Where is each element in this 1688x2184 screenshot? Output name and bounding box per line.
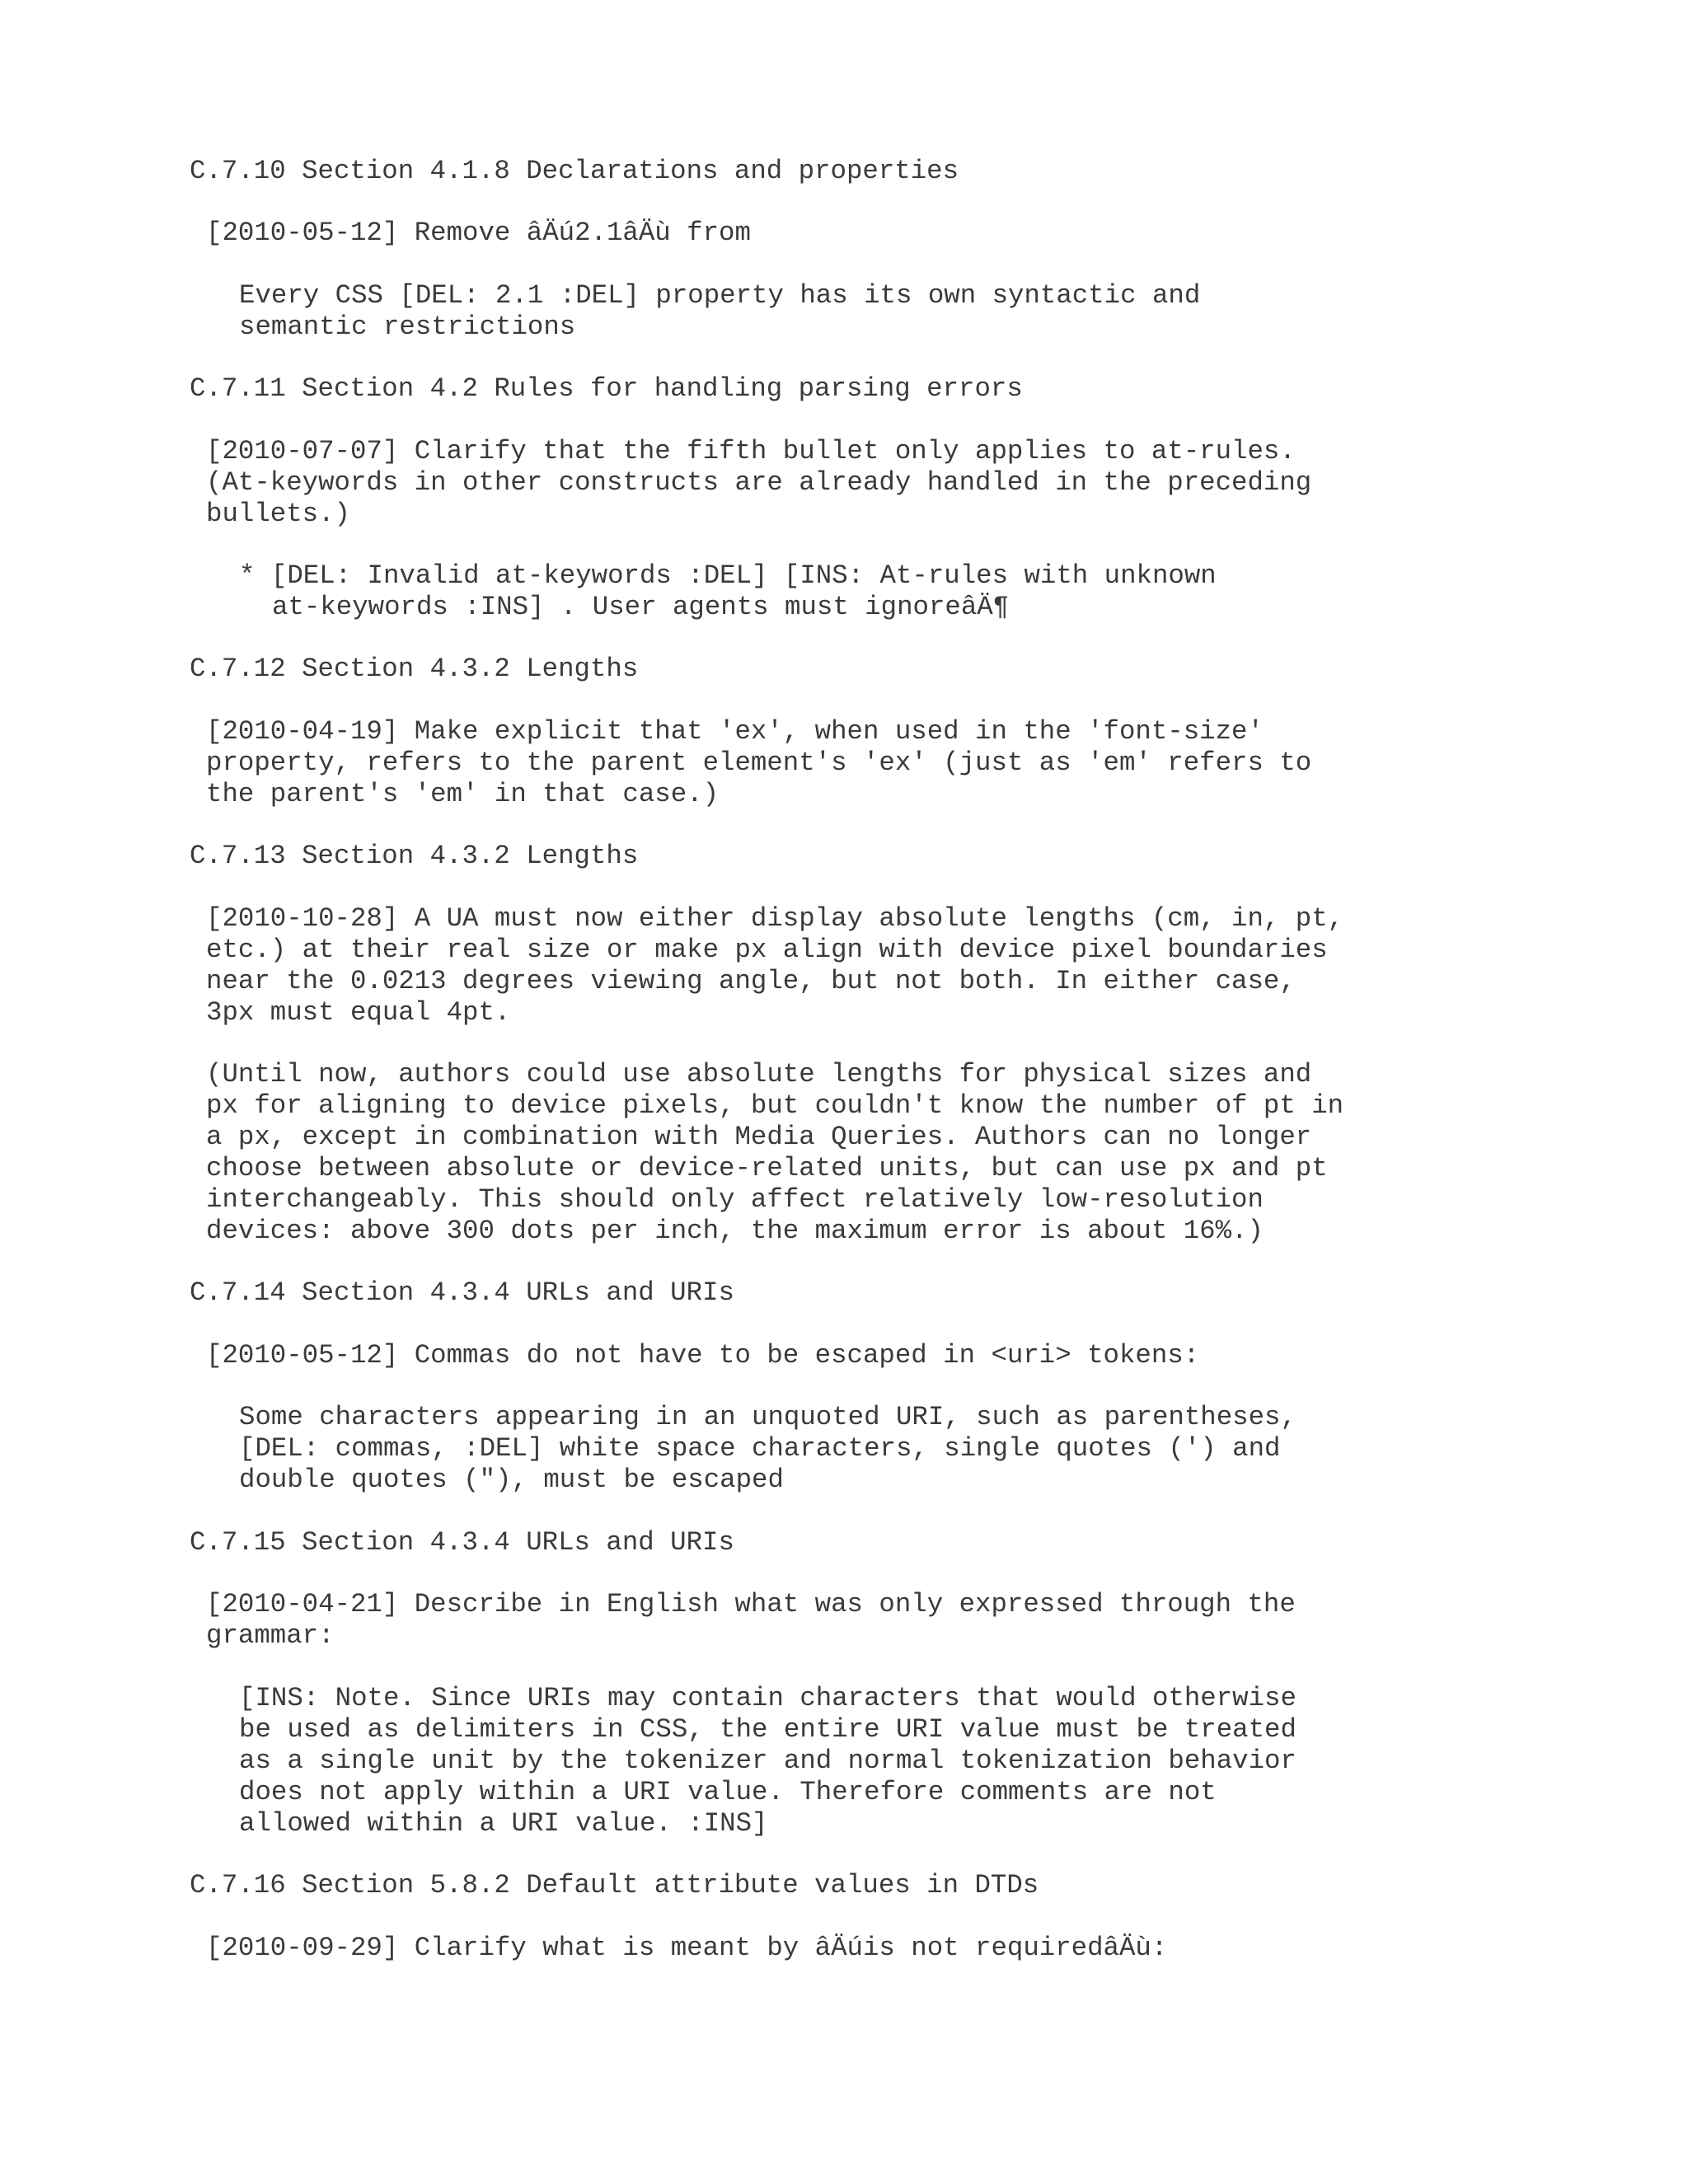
change-note: property, refers to the parent element's 'ex' (just as 'em' refers to: [206, 748, 1312, 778]
change-note-detail: interchangeably. This should only affect relatively low-resolution: [206, 1184, 1264, 1215]
quoted-text: as a single unit by the tokenizer and normal tokenization behavior: [239, 1746, 1296, 1776]
quoted-text: double quotes ("), must be escaped: [239, 1465, 784, 1495]
change-note: [2010-05-12] Commas do not have to be escaped in <uri> tokens:: [206, 1340, 1200, 1371]
change-note: [2010-10-28] A UA must now either display absolute lengths (cm, in, pt,: [206, 903, 1344, 934]
section-heading: C.7.14 Section 4.3.4 URLs and URIs: [190, 1277, 734, 1308]
section-heading: C.7.12 Section 4.3.2 Lengths: [190, 654, 639, 684]
section-heading: C.7.13 Section 4.3.2 Lengths: [190, 841, 639, 871]
change-note: [2010-09-29] Clarify what is meant by âÄúis not requiredâÄù:: [206, 1933, 1168, 1963]
quoted-text: be used as delimiters in CSS, the entire URI value must be treated: [239, 1714, 1296, 1745]
quoted-text: does not apply within a URI value. Therefore comments are not: [239, 1777, 1217, 1807]
change-note-detail: choose between absolute or device-related units, but can use px and pt: [206, 1153, 1328, 1183]
change-note: (At-keywords in other constructs are already handled in the preceding: [206, 467, 1312, 498]
quoted-text: Some characters appearing in an unquoted URI, such as parentheses,: [239, 1402, 1296, 1432]
change-note: grammar:: [206, 1620, 335, 1651]
quoted-text: semantic restrictions: [239, 312, 576, 342]
change-note: etc.) at their real size or make px align with device pixel boundaries: [206, 935, 1328, 965]
section-heading: C.7.10 Section 4.1.8 Declarations and properties: [190, 156, 959, 186]
change-note-detail: (Until now, authors could use absolute lengths for physical sizes and: [206, 1059, 1312, 1090]
section-heading: C.7.16 Section 5.8.2 Default attribute values in DTDs: [190, 1870, 1039, 1900]
quoted-text: [INS: Note. Since URIs may contain characters that would otherwise: [239, 1683, 1296, 1713]
change-note: bullets.): [206, 499, 350, 529]
change-note-detail: px for aligning to device pixels, but couldn't know the number of pt in: [206, 1090, 1344, 1121]
bullet-item: at-keywords :INS] . User agents must ignoreâÄ¶: [272, 592, 1010, 622]
change-note: [2010-04-19] Make explicit that 'ex', when used in the 'font-size': [206, 716, 1264, 747]
change-note: 3px must equal 4pt.: [206, 997, 511, 1028]
section-heading: C.7.11 Section 4.2 Rules for handling parsing errors: [190, 373, 1023, 404]
bullet-item: * [DEL: Invalid at-keywords :DEL] [INS: At-rules with unknown: [239, 560, 1217, 591]
quoted-text: allowed within a URI value. :INS]: [239, 1808, 768, 1839]
quoted-text: Every CSS [DEL: 2.1 :DEL] property has its own syntactic and: [239, 280, 1201, 311]
change-note-detail: a px, except in combination with Media Queries. Authors can no longer: [206, 1122, 1312, 1152]
quoted-text: [DEL: commas, :DEL] white space characters, single quotes (') and: [239, 1433, 1281, 1464]
change-note: [2010-05-12] Remove âÄú2.1âÄù from: [206, 218, 751, 248]
change-note: [2010-07-07] Clarify that the fifth bullet only applies to at-rules.: [206, 436, 1296, 466]
change-note-detail: devices: above 300 dots per inch, the maximum error is about 16%.): [206, 1216, 1264, 1246]
change-note: [2010-04-21] Describe in English what was only expressed through the: [206, 1589, 1296, 1619]
change-note: near the 0.0213 degrees viewing angle, but not both. In either case,: [206, 966, 1296, 996]
section-heading: C.7.15 Section 4.3.4 URLs and URIs: [190, 1527, 734, 1558]
change-note: the parent's 'em' in that case.): [206, 779, 720, 809]
